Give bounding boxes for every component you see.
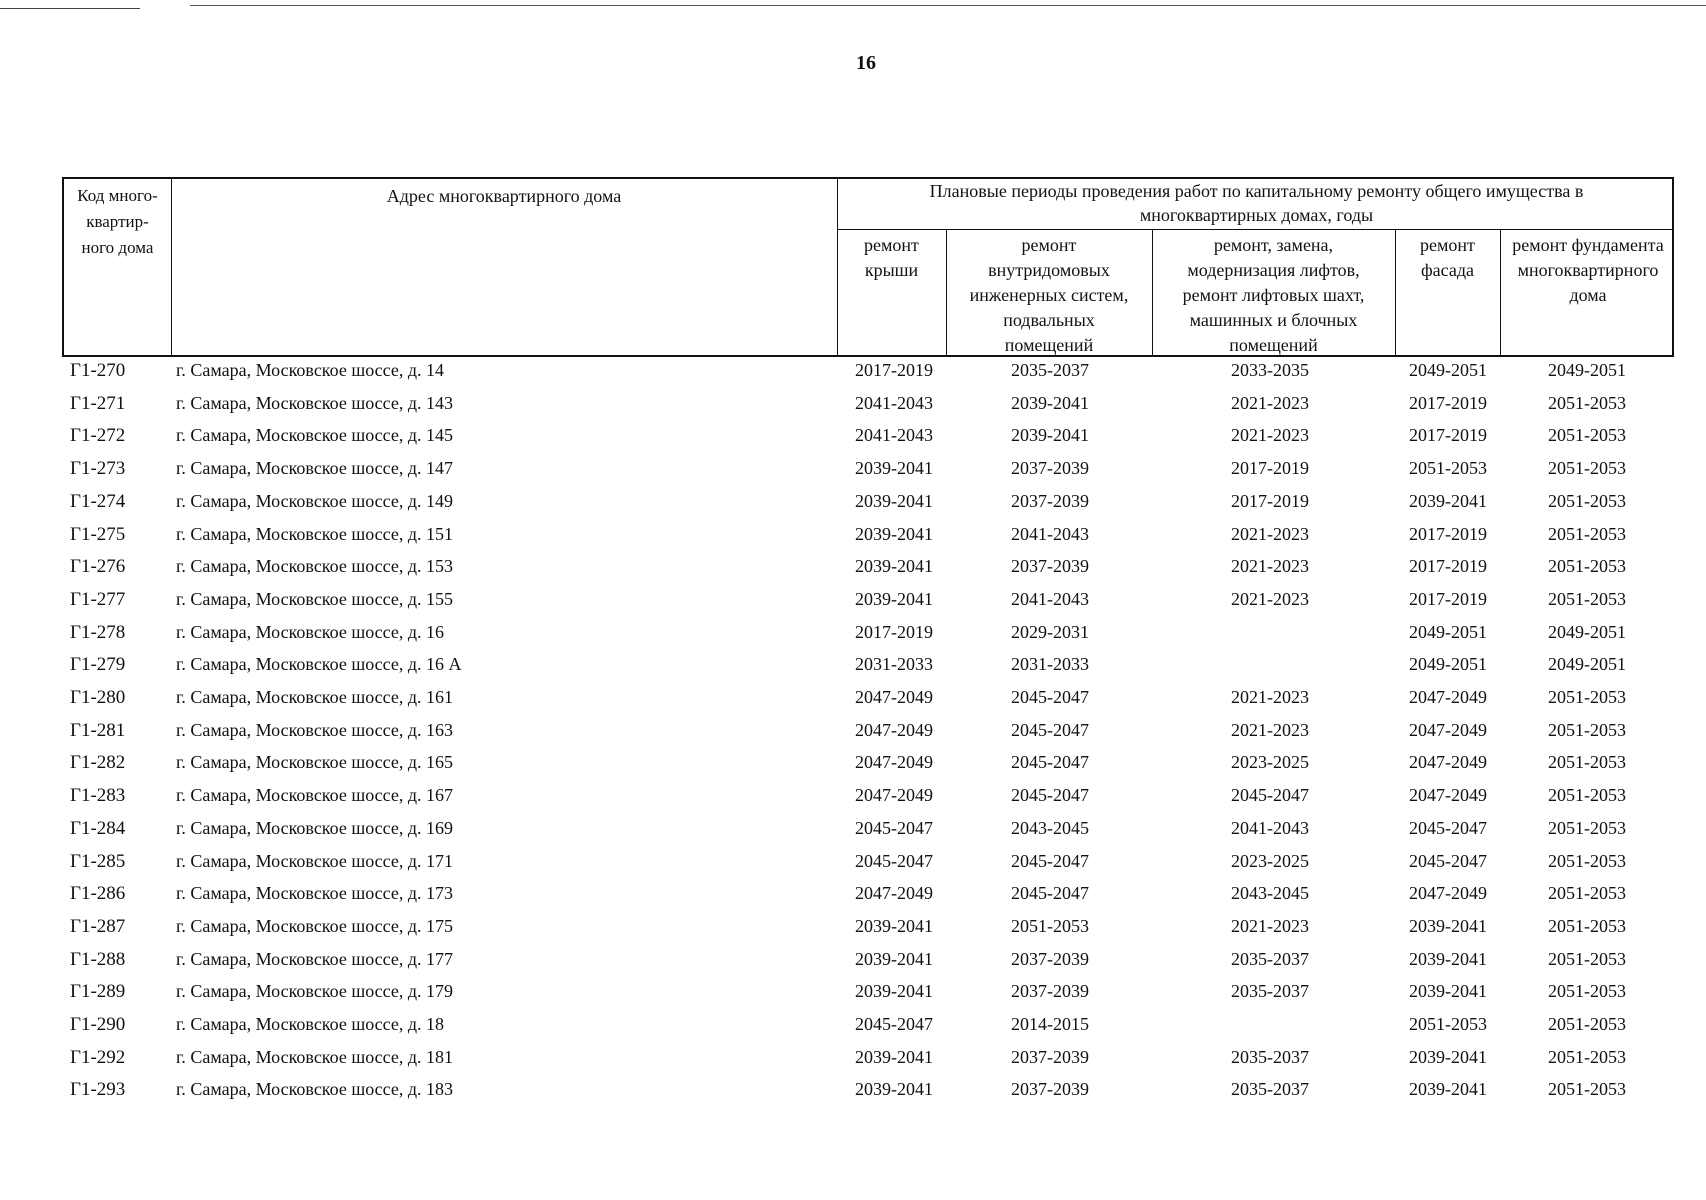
cell-lift: 2023-2025 [1231,752,1309,772]
cell-code: Г1-292 [70,1047,126,1068]
cell-foundation: 2051-2053 [1548,687,1626,707]
cell-code: Г1-290 [70,1014,126,1035]
cell-lift: 2035-2037 [1231,981,1309,1001]
cell-foundation: 2051-2053 [1548,524,1626,544]
table-row [0,720,1706,752]
cell-roof: 2047-2049 [855,883,933,903]
cell-engineering: 2037-2039 [1011,556,1089,576]
cell-roof: 2039-2041 [855,524,933,544]
header-lift-line: ремонт, замена, [1213,235,1334,255]
cell-address: г. Самара, Московское шоссе, д. 16 [176,622,444,642]
cell-code: Г1-284 [70,818,126,839]
cell-roof: 2045-2047 [855,1014,933,1034]
cell-engineering: 2045-2047 [1011,752,1089,772]
cell-lift: 2021-2023 [1231,524,1309,544]
cell-facade: 2045-2047 [1409,851,1487,871]
cell-roof: 2039-2041 [855,1079,933,1099]
header-foundation-line: многоквартирного [1517,260,1659,280]
cell-foundation: 2051-2053 [1548,458,1626,478]
cell-engineering: 2045-2047 [1011,720,1089,740]
cell-roof: 2031-2033 [855,654,933,674]
table-row [0,851,1706,883]
table-row [0,883,1706,915]
cell-address: г. Самара, Московское шоссе, д. 177 [176,949,453,969]
cell-foundation: 2051-2053 [1548,981,1626,1001]
cell-foundation: 2051-2053 [1548,393,1626,413]
table-row [0,654,1706,686]
header-lift-line: модернизация лифтов, [1187,260,1360,280]
cell-roof: 2039-2041 [855,458,933,478]
header-engineering-line: инженерных систем, [969,285,1129,305]
cell-lift: 2017-2019 [1231,458,1309,478]
cell-code: Г1-273 [70,458,126,479]
cell-facade: 2047-2049 [1409,883,1487,903]
cell-address: г. Самара, Московское шоссе, д. 151 [176,524,453,544]
cell-facade: 2039-2041 [1409,916,1487,936]
cell-engineering: 2035-2037 [1011,360,1089,380]
table-row [0,491,1706,523]
cell-lift: 2023-2025 [1231,851,1309,871]
cell-address: г. Самара, Московское шоссе, д. 167 [176,785,453,805]
cell-lift: 2021-2023 [1231,556,1309,576]
cell-address: г. Самара, Московское шоссе, д. 165 [176,752,453,772]
table-row [0,916,1706,948]
cell-engineering: 2045-2047 [1011,883,1089,903]
cell-engineering: 2037-2039 [1011,981,1089,1001]
cell-foundation: 2051-2053 [1548,720,1626,740]
cell-lift: 2021-2023 [1231,589,1309,609]
cell-code: Г1-278 [70,622,126,643]
scan-edge-line-left [0,8,140,9]
cell-roof: 2017-2019 [855,360,933,380]
header-code-line: квартир- [86,212,149,231]
cell-facade: 2017-2019 [1409,425,1487,445]
cell-roof: 2047-2049 [855,785,933,805]
cell-roof: 2047-2049 [855,752,933,772]
cell-facade: 2039-2041 [1409,491,1487,511]
cell-engineering: 2031-2033 [1011,654,1089,674]
cell-foundation: 2051-2053 [1548,752,1626,772]
cell-facade: 2049-2051 [1409,622,1487,642]
cell-roof: 2041-2043 [855,425,933,445]
cell-foundation: 2051-2053 [1548,491,1626,511]
cell-engineering: 2045-2047 [1011,785,1089,805]
cell-address: г. Самара, Московское шоссе, д. 179 [176,981,453,1001]
cell-foundation: 2051-2053 [1548,851,1626,871]
table-row [0,949,1706,981]
cell-facade: 2017-2019 [1409,524,1487,544]
cell-address: г. Самара, Московское шоссе, д. 149 [176,491,453,511]
cell-address: г. Самара, Московское шоссе, д. 163 [176,720,453,740]
table-row [0,1079,1706,1111]
table-row [0,458,1706,490]
cell-foundation: 2051-2053 [1548,1014,1626,1034]
cell-lift: 2035-2037 [1231,1047,1309,1067]
cell-facade: 2051-2053 [1409,458,1487,478]
cell-code: Г1-283 [70,785,126,806]
cell-foundation: 2051-2053 [1548,556,1626,576]
header-engineering-line: подвальных [1003,310,1095,330]
header-roof [837,233,946,283]
cell-engineering: 2045-2047 [1011,851,1089,871]
cell-engineering: 2041-2043 [1011,524,1089,544]
scan-edge-line [190,5,1706,6]
cell-roof: 2047-2049 [855,720,933,740]
cell-engineering: 2029-2031 [1011,622,1089,642]
page-number: 16 [856,52,876,74]
cell-facade: 2049-2051 [1409,654,1487,674]
cell-foundation: 2051-2053 [1548,785,1626,805]
cell-roof: 2041-2043 [855,393,933,413]
cell-foundation: 2051-2053 [1548,818,1626,838]
cell-code: Г1-287 [70,916,126,937]
header-code-line: ного дома [81,238,154,257]
cell-lift: 2021-2023 [1231,425,1309,445]
cell-address: г. Самара, Московское шоссе, д. 175 [176,916,453,936]
cell-lift: 2017-2019 [1231,491,1309,511]
table-row [0,1047,1706,1079]
cell-engineering: 2043-2045 [1011,818,1089,838]
header-engineering-line: ремонт [1021,235,1077,255]
header-address: Адрес многоквартирного дома [386,186,622,206]
cell-code: Г1-280 [70,687,126,708]
header-facade-line: фасада [1421,260,1474,280]
cell-code: Г1-277 [70,589,126,610]
cell-address: г. Самара, Московское шоссе, д. 18 [176,1014,444,1034]
cell-code: Г1-270 [70,360,126,381]
header-roof-line: крыши [864,260,919,280]
cell-foundation: 2051-2053 [1548,949,1626,969]
table-row [0,622,1706,654]
cell-lift: 2035-2037 [1231,949,1309,969]
cell-roof: 2039-2041 [855,589,933,609]
table-row [0,818,1706,850]
cell-roof: 2039-2041 [855,556,933,576]
cell-code: Г1-293 [70,1079,126,1100]
cell-facade: 2051-2053 [1409,1014,1487,1034]
header-roof-line: ремонт [864,235,919,255]
cell-roof: 2045-2047 [855,818,933,838]
cell-engineering: 2037-2039 [1011,491,1089,511]
cell-facade: 2039-2041 [1409,1079,1487,1099]
cell-roof: 2039-2041 [855,949,933,969]
cell-foundation: 2051-2053 [1548,589,1626,609]
cell-facade: 2049-2051 [1409,360,1487,380]
cell-engineering: 2037-2039 [1011,458,1089,478]
header-facade-line: ремонт [1420,235,1475,255]
cell-facade: 2047-2049 [1409,720,1487,740]
cell-code: Г1-279 [70,654,126,675]
cell-engineering: 2037-2039 [1011,949,1089,969]
cell-foundation: 2051-2053 [1548,916,1626,936]
cell-lift: 2021-2023 [1231,393,1309,413]
cell-facade: 2017-2019 [1409,589,1487,609]
header-divider-periods [837,229,1672,230]
table-row [0,687,1706,719]
cell-address: г. Самара, Московское шоссе, д. 143 [176,393,453,413]
header-foundation-line: ремонт фундамента [1512,235,1664,255]
cell-address: г. Самара, Московское шоссе, д. 14 [176,360,444,380]
cell-address: г. Самара, Московское шоссе, д. 181 [176,1047,453,1067]
cell-code: Г1-285 [70,851,126,872]
cell-lift: 2033-2035 [1231,360,1309,380]
cell-address: г. Самара, Московское шоссе, д. 155 [176,589,453,609]
cell-address: г. Самара, Московское шоссе, д. 153 [176,556,453,576]
cell-code: Г1-289 [70,981,126,1002]
header-periods-line: многоквартирных домах, годы [1139,205,1374,225]
header-lift [1152,233,1395,358]
cell-roof: 2047-2049 [855,687,933,707]
cell-engineering: 2037-2039 [1011,1079,1089,1099]
cell-foundation: 2051-2053 [1548,883,1626,903]
cell-code: Г1-271 [70,393,126,414]
cell-code: Г1-286 [70,883,126,904]
cell-address: г. Самара, Московское шоссе, д. 16 А [176,654,462,674]
cell-address: г. Самара, Московское шоссе, д. 173 [176,883,453,903]
header-foundation [1500,233,1676,308]
cell-facade: 2047-2049 [1409,687,1487,707]
header-code [64,183,171,261]
cell-lift: 2021-2023 [1231,687,1309,707]
cell-lift: 2035-2037 [1231,1079,1309,1099]
cell-foundation: 2051-2053 [1548,425,1626,445]
cell-lift: 2021-2023 [1231,916,1309,936]
table-row [0,393,1706,425]
header-facade [1395,233,1500,283]
cell-roof: 2045-2047 [855,851,933,871]
cell-facade: 2017-2019 [1409,556,1487,576]
table-row [0,425,1706,457]
table-row [0,556,1706,588]
cell-code: Г1-288 [70,949,126,970]
cell-roof: 2039-2041 [855,981,933,1001]
header-engineering [946,233,1152,358]
cell-lift: 2043-2045 [1231,883,1309,903]
cell-roof: 2039-2041 [855,491,933,511]
cell-address: г. Самара, Московское шоссе, д. 147 [176,458,453,478]
cell-engineering: 2041-2043 [1011,589,1089,609]
header-engineering-line: внутридомовых [988,260,1110,280]
table-row [0,1014,1706,1046]
cell-engineering: 2039-2041 [1011,425,1089,445]
table-row [0,785,1706,817]
table-row [0,524,1706,556]
header-lift-line: ремонт лифтовых шахт, [1182,285,1365,305]
table-header [62,177,1674,357]
cell-foundation: 2049-2051 [1548,654,1626,674]
cell-code: Г1-275 [70,524,126,545]
cell-engineering: 2045-2047 [1011,687,1089,707]
cell-foundation: 2051-2053 [1548,1079,1626,1099]
cell-facade: 2047-2049 [1409,752,1487,772]
header-lift-line: машинных и блочных [1189,310,1358,330]
header-code-line: Код много- [77,186,158,205]
header-periods [837,179,1676,227]
cell-code: Г1-282 [70,752,126,773]
cell-foundation: 2051-2053 [1548,1047,1626,1067]
cell-code: Г1-276 [70,556,126,577]
cell-roof: 2039-2041 [855,1047,933,1067]
cell-facade: 2045-2047 [1409,818,1487,838]
cell-code: Г1-274 [70,491,126,512]
cell-foundation: 2049-2051 [1548,360,1626,380]
cell-engineering: 2051-2053 [1011,916,1089,936]
cell-roof: 2039-2041 [855,916,933,936]
cell-code: Г1-272 [70,425,126,446]
table-row [0,752,1706,784]
cell-lift: 2021-2023 [1231,720,1309,740]
cell-engineering: 2037-2039 [1011,1047,1089,1067]
cell-address: г. Самара, Московское шоссе, д. 145 [176,425,453,445]
cell-foundation: 2049-2051 [1548,622,1626,642]
cell-engineering: 2014-2015 [1011,1014,1089,1034]
cell-address: г. Самара, Московское шоссе, д. 183 [176,1079,453,1099]
header-foundation-line: дома [1569,285,1607,305]
cell-roof: 2017-2019 [855,622,933,642]
cell-code: Г1-281 [70,720,126,741]
table-row [0,589,1706,621]
cell-lift: 2041-2043 [1231,818,1309,838]
cell-facade: 2017-2019 [1409,393,1487,413]
cell-address: г. Самара, Московское шоссе, д. 161 [176,687,453,707]
cell-facade: 2039-2041 [1409,1047,1487,1067]
header-periods-line: Плановые периоды проведения работ по капитальному ремонту общего имущества в [929,181,1584,201]
cell-engineering: 2039-2041 [1011,393,1089,413]
table-row [0,360,1706,392]
header-engineering-line: помещений [1004,335,1094,355]
cell-facade: 2039-2041 [1409,949,1487,969]
cell-address: г. Самара, Московское шоссе, д. 171 [176,851,453,871]
cell-lift: 2045-2047 [1231,785,1309,805]
header-lift-line: помещений [1229,335,1318,355]
cell-address: г. Самара, Московское шоссе, д. 169 [176,818,453,838]
cell-facade: 2047-2049 [1409,785,1487,805]
table-row [0,981,1706,1013]
cell-facade: 2039-2041 [1409,981,1487,1001]
